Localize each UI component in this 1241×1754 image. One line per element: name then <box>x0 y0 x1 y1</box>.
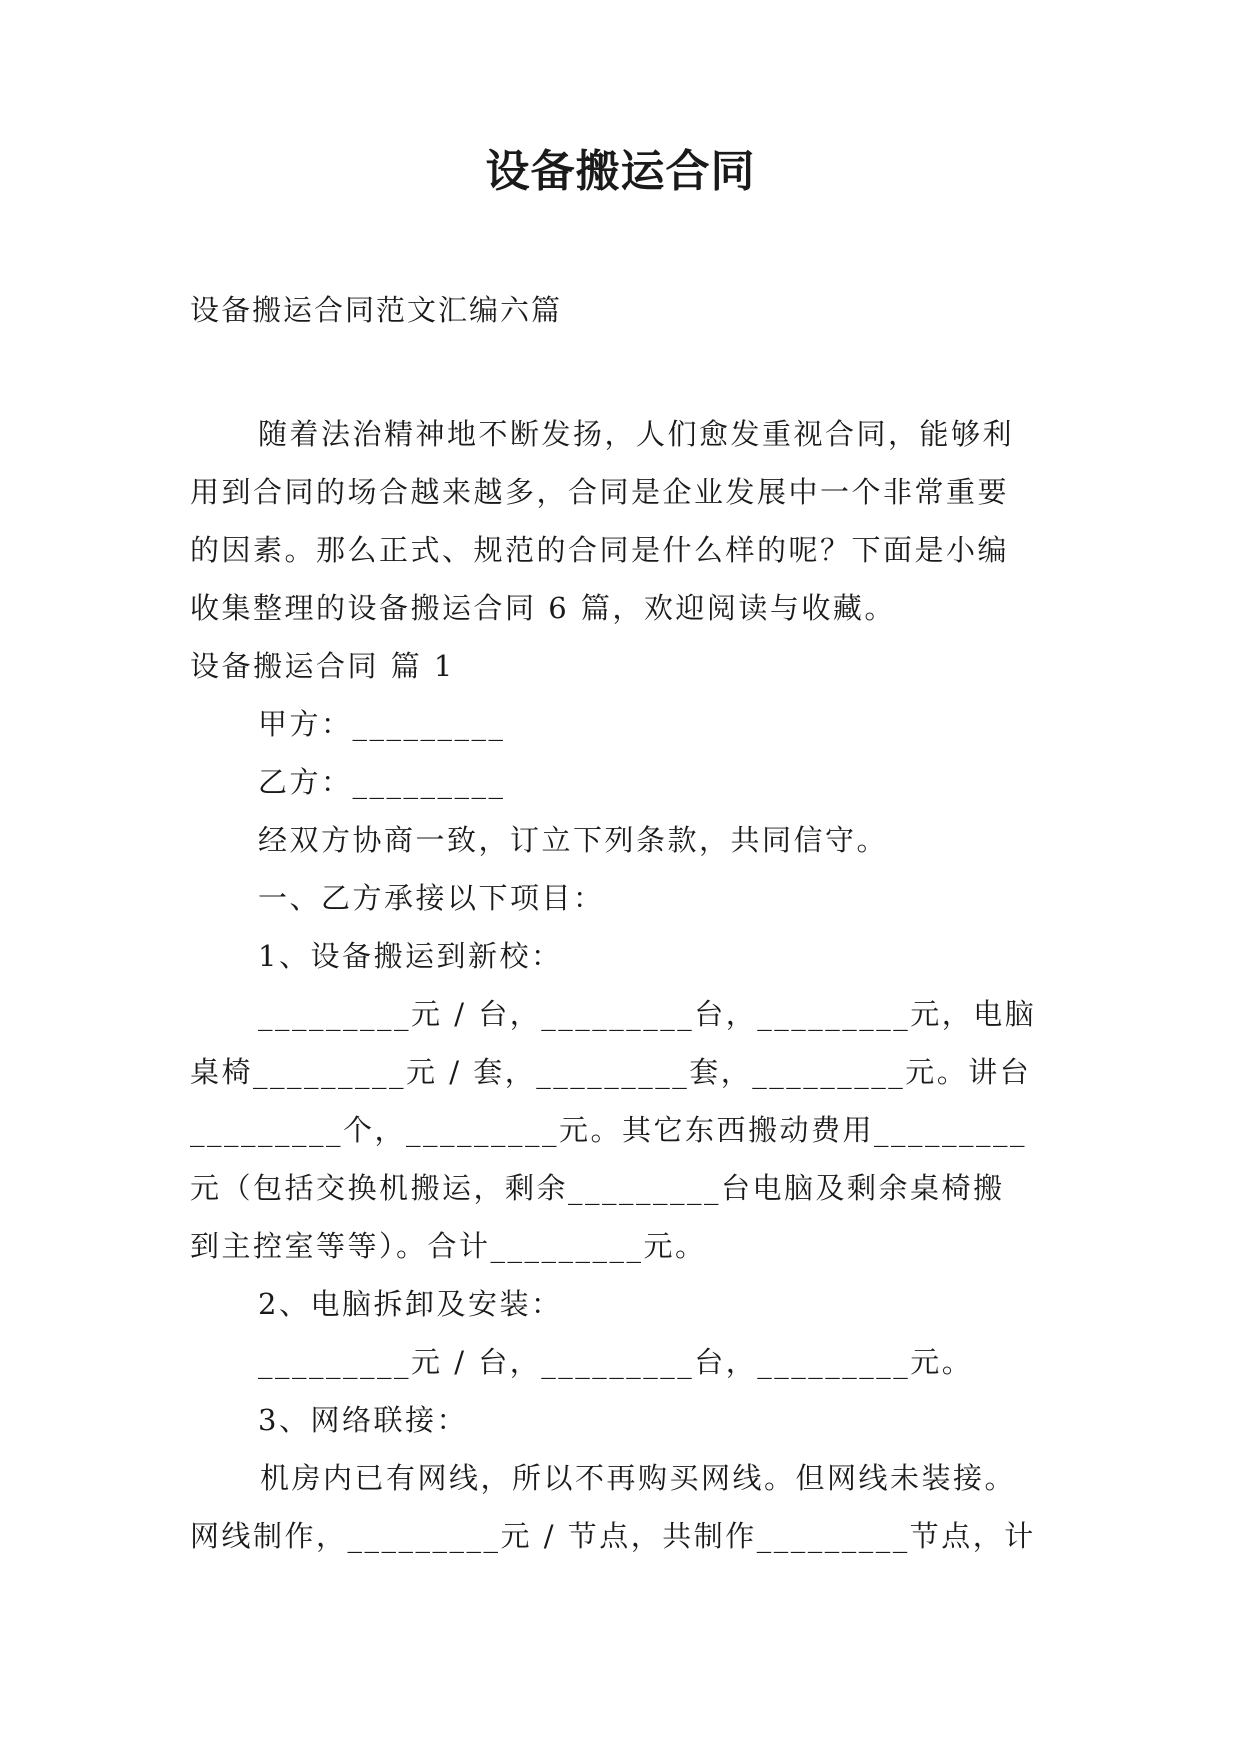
party-b-line: 乙方：_________ <box>258 765 506 799</box>
paragraph-line: 机房内已有网线，所以不再购买网线。但网线未装接。 <box>260 1461 1017 1495</box>
paragraph-line: _________元 / 台，_________台，_________元。 <box>258 1345 974 1379</box>
paragraph-line: 元（包括交换机搬运，剩余_________台电脑及剩余桌椅搬 <box>190 1171 1005 1205</box>
clause-item: 2、电脑拆卸及安装： <box>258 1287 563 1321</box>
section-heading: 设备搬运合同 篇 1 <box>190 649 455 683</box>
paragraph-line: _________个，_________元。其它东西搬动费用_________ <box>190 1113 1028 1147</box>
paragraph-line: 的因素。那么正式、规范的合同是什么样的呢？下面是小编 <box>190 533 1010 567</box>
paragraph-line: _________元 / 台，_________台，_________元，电脑 <box>258 997 1037 1031</box>
document-title: 设备搬运合同 <box>485 146 756 197</box>
paragraph-line: 网线制作，_________元 / 节点，共制作_________节点，计 <box>190 1519 1036 1553</box>
party-a-line: 甲方：_________ <box>258 707 506 741</box>
document-body <box>190 405 1060 1565</box>
paragraph-line: 到主控室等等）。合计_________元。 <box>190 1229 707 1263</box>
paragraph-line: 经双方协商一致，订立下列条款，共同信守。 <box>258 823 889 857</box>
paragraph-line: 用到合同的场合越来越多，合同是企业发展中一个非常重要 <box>190 475 1010 509</box>
paragraph-line: 收集整理的设备搬运合同 6 篇，欢迎阅读与收藏。 <box>190 591 896 625</box>
paragraph-line: 随着法治精神地不断发扬，人们愈发重视合同，能够利 <box>258 417 1015 451</box>
paragraph-line: 桌椅_________元 / 套，_________套，_________元。讲台 <box>190 1055 1032 1089</box>
clause-item: 1、设备搬运到新校： <box>258 939 563 973</box>
clause-item: 3、网络联接： <box>258 1403 468 1437</box>
document-subtitle: 设备搬运合同范文汇编六篇 <box>190 293 563 327</box>
clause-heading: 一、乙方承接以下项目： <box>258 881 605 915</box>
